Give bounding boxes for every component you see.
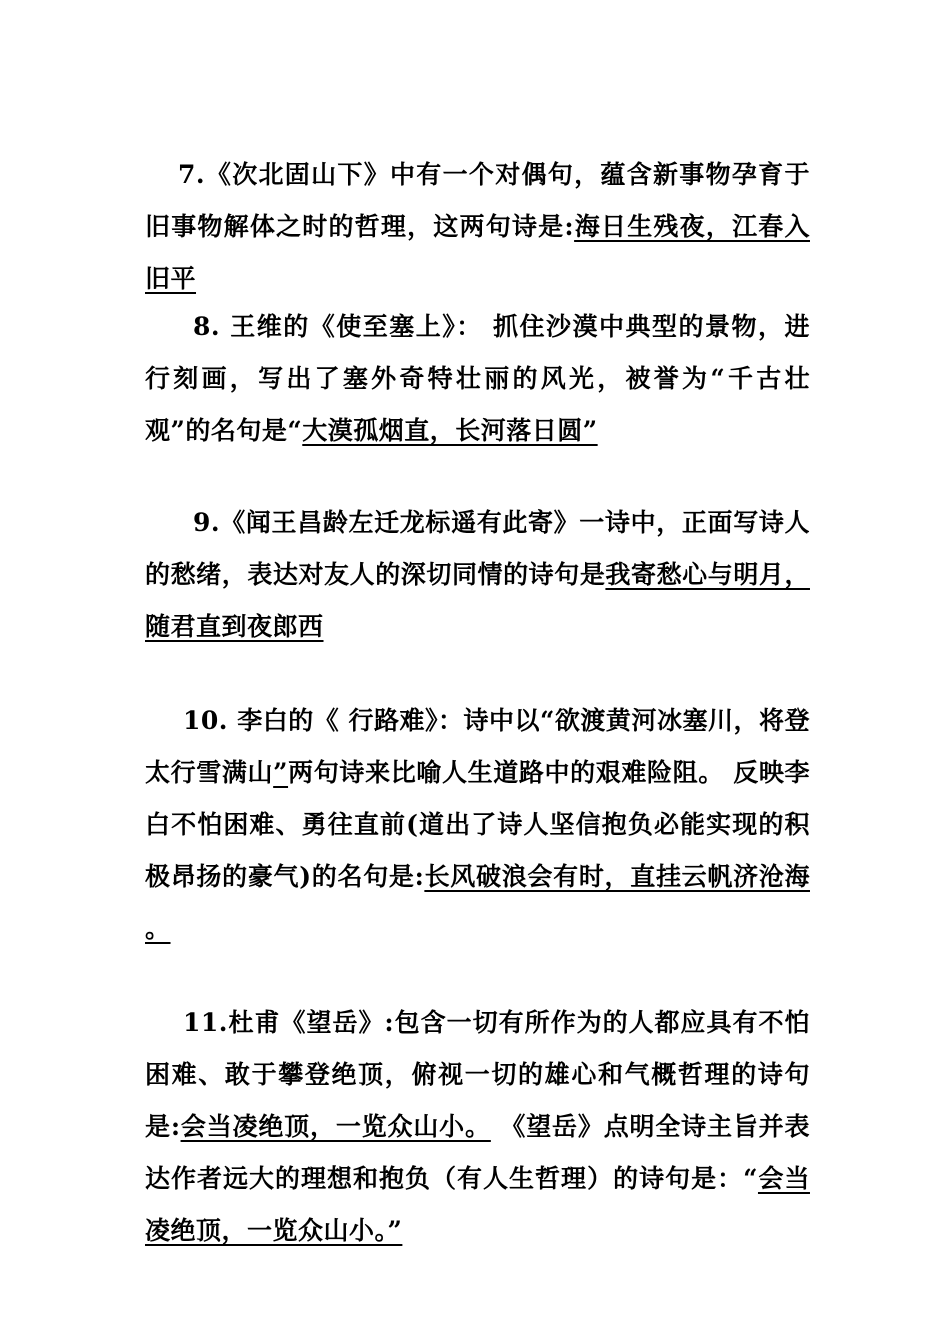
question-text-continued: 《望岳》点明全诗主旨并表达作者远大的理想和抱负（有人生哲理）的诗句是：“: [145, 1112, 810, 1193]
question-11: [145, 997, 810, 1257]
answer-underlined: 我寄愁心与明月，随君直到夜郎西: [145, 560, 810, 641]
question-text: 王维的《使至塞上》： 抓住沙漠中典型的景物，进行刻画，写出了塞外奇特壮丽的风光，被誉为“千古壮观”的名句是“: [145, 312, 810, 445]
question-text: 杜甫《望岳》:包含一切有所作为的人都应具有不怕困难、敢于攀登绝顶，俯视一切的雄心和气概哲理的诗句是:: [145, 1008, 810, 1141]
answer-underlined: 海日生残夜，江春入旧平: [145, 212, 810, 293]
question-10: [145, 695, 810, 955]
question-8: [145, 301, 810, 457]
question-number: 11.: [183, 1008, 228, 1037]
question-text: 李白的《 行路难》：诗中以“欲渡黄河冰塞川，将登太行雪满山: [145, 706, 810, 787]
question-text: 《次北固山下》中有一个对偶句，蕴含新事物孕育于旧事物解体之时的哲理，这两句诗是:: [145, 160, 810, 241]
question-number: 9.: [193, 508, 221, 537]
answer-underlined: 会当凌绝顶，一览众山小。: [180, 1112, 491, 1141]
answer-underlined: ”: [273, 758, 289, 787]
question-number: 10.: [183, 706, 228, 735]
question-9: [145, 497, 810, 653]
question-number: 7.: [178, 160, 206, 189]
question-number: 8.: [193, 312, 221, 341]
answer-underlined-2: 会当凌绝顶，一览众山小。”: [145, 1164, 810, 1245]
question-7: [145, 149, 810, 305]
answer-underlined: 大漠孤烟直，长河落日圆”: [302, 416, 598, 445]
question-text: 《闻王昌龄左迁龙标遥有此寄》一诗中，正面写诗人的愁绪，表达对友人的深切同情的诗句是: [145, 508, 810, 589]
question-text-continued: 两句诗来比喻人生道路中的艰难险阻。 反映李白不怕困难、勇往直前(道出了诗人坚信抱负必能实现的积极昂扬的豪气)的名句是:: [145, 758, 810, 891]
answer-underlined-2: 长风破浪会有时，直挂云帆济沧海 。: [145, 862, 810, 943]
